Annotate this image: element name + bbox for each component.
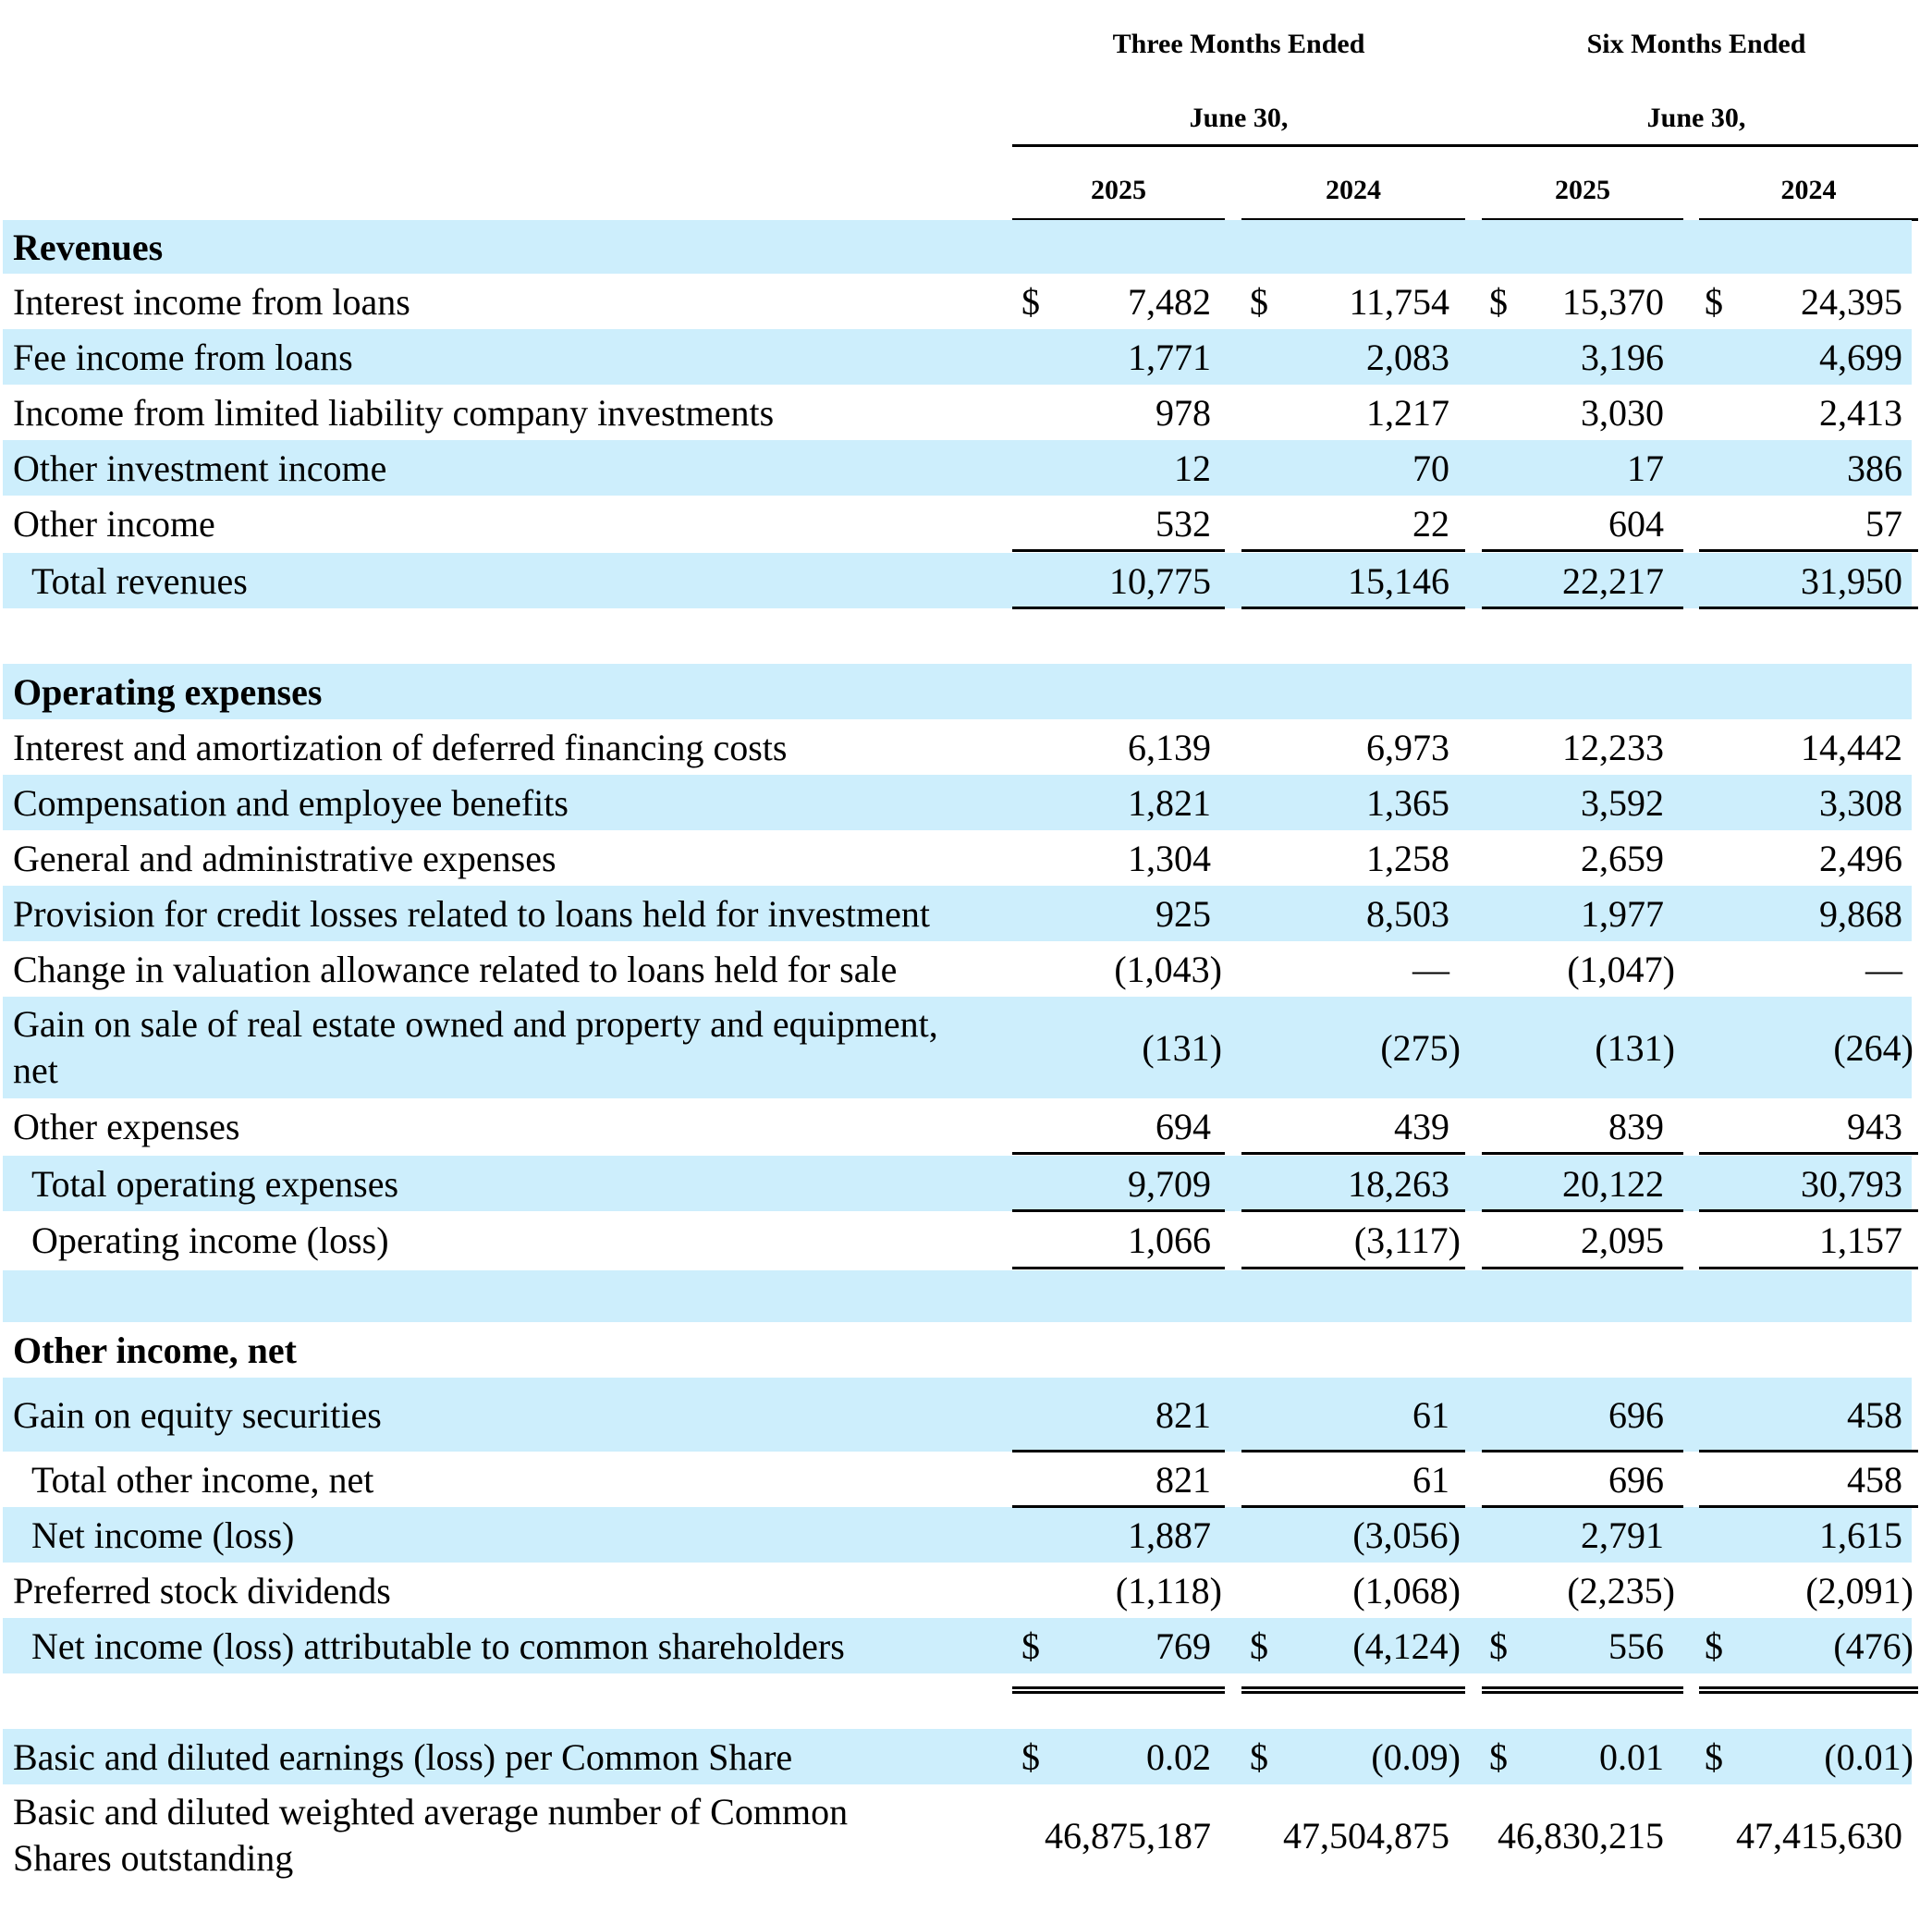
subtotal-underline xyxy=(1699,1209,1918,1212)
cell-value: 61 xyxy=(1412,1458,1449,1501)
section-title: Operating expenses xyxy=(13,670,323,713)
subtotal-underline xyxy=(1241,549,1465,552)
header-rule xyxy=(1012,144,1918,147)
cell-value: (0.01) xyxy=(1824,1735,1914,1778)
subtotal-underline xyxy=(1241,1505,1465,1508)
table-row xyxy=(3,1618,1912,1673)
cell-value: (264) xyxy=(1833,1026,1914,1069)
cell-value: 696 xyxy=(1608,1458,1664,1501)
table-row xyxy=(3,775,1912,830)
cell-value: 0.01 xyxy=(1599,1735,1664,1778)
row-label: Net income (loss) xyxy=(31,1514,295,1556)
period-group-six-months-line2: June 30, xyxy=(1646,103,1746,133)
row-label: Interest and amortization of deferred financing costs xyxy=(13,726,788,768)
cell-value: 7,482 xyxy=(1128,280,1211,323)
cell-value: 24,395 xyxy=(1801,280,1902,323)
table-row xyxy=(3,997,1912,1098)
table-row xyxy=(3,830,1912,886)
cell-value: 46,830,215 xyxy=(1498,1814,1664,1857)
year-column-1: 2025 xyxy=(1091,175,1146,205)
period-group-three-months-line2: June 30, xyxy=(1189,103,1289,133)
cell-value: (3,117) xyxy=(1353,1219,1461,1261)
subtotal-underline xyxy=(1482,1450,1683,1452)
cell-value: 3,592 xyxy=(1581,781,1664,824)
subtotal-underline xyxy=(1241,1450,1465,1452)
section-title: Revenues xyxy=(13,226,164,268)
row-label-text: Gain on sale of real estate owned and property and equipment, net xyxy=(13,1003,938,1091)
cell-value: 2,413 xyxy=(1819,391,1902,434)
cell-value: 11,754 xyxy=(1349,280,1449,323)
cell-value: 20,122 xyxy=(1562,1162,1664,1205)
cell-value: (0.09) xyxy=(1371,1735,1461,1778)
row-label: Net income (loss) attributable to common shareholders xyxy=(31,1624,845,1667)
subtotal-underline xyxy=(1012,549,1225,552)
table-row xyxy=(3,1729,1912,1784)
subtotal-underline xyxy=(1699,549,1918,552)
cell-value: 61 xyxy=(1412,1393,1449,1436)
row-label: Total other income, net xyxy=(31,1458,374,1501)
table-row xyxy=(3,1211,1912,1269)
table-row xyxy=(3,941,1912,997)
row-label: Other expenses xyxy=(13,1105,240,1147)
cell-value: 17 xyxy=(1627,447,1664,489)
row-label: Operating income (loss) xyxy=(31,1219,389,1261)
table-row xyxy=(3,1098,1912,1154)
cell-value: 6,139 xyxy=(1128,726,1211,768)
row-label: Gain on equity securities xyxy=(13,1393,382,1436)
row-label: Total operating expenses xyxy=(31,1162,399,1205)
cell-value: 22 xyxy=(1412,502,1449,545)
cell-value: 696 xyxy=(1608,1393,1664,1436)
section-title: Other income, net xyxy=(13,1329,297,1371)
cell-value: — xyxy=(1412,948,1449,990)
cell-value: 556 xyxy=(1608,1624,1664,1667)
subtotal-underline xyxy=(1699,1450,1918,1452)
cell-value: 46,875,187 xyxy=(1045,1814,1211,1857)
subtotal-underline xyxy=(1699,1267,1918,1269)
cell-value: 1,365 xyxy=(1366,781,1449,824)
table-row xyxy=(3,719,1912,775)
cell-value: 12,233 xyxy=(1562,726,1664,768)
cell-value: 386 xyxy=(1847,447,1902,489)
cell-value: 12 xyxy=(1174,447,1211,489)
cell-value: 15,146 xyxy=(1348,559,1449,602)
section-header-other-income-net xyxy=(3,1322,1912,1378)
row-label xyxy=(13,997,938,1098)
cell-value: 18,263 xyxy=(1348,1162,1449,1205)
table-row xyxy=(3,1507,1912,1563)
row-label: Change in valuation allowance related to loans held for sale xyxy=(13,948,898,990)
cell-value: 1,977 xyxy=(1581,892,1664,935)
subtotal-underline xyxy=(1699,1505,1918,1508)
row-label: Preferred stock dividends xyxy=(13,1569,391,1612)
row-label: Other investment income xyxy=(13,447,387,489)
subtotal-underline xyxy=(1012,1209,1225,1212)
period-group-three-months-line1: Three Months Ended xyxy=(1112,29,1365,59)
cell-value: 694 xyxy=(1156,1105,1211,1147)
table-row xyxy=(3,1378,1912,1452)
cell-value: 2,095 xyxy=(1581,1219,1664,1261)
currency-symbol: $ xyxy=(1021,1624,1040,1667)
subtotal-underline xyxy=(1241,1152,1465,1155)
cell-value: 1,066 xyxy=(1128,1219,1211,1261)
cell-value: 1,771 xyxy=(1128,336,1211,378)
cell-value: 439 xyxy=(1394,1105,1449,1147)
row-label xyxy=(13,1784,848,1886)
subtotal-underline xyxy=(1012,1152,1225,1155)
currency-symbol: $ xyxy=(1705,1624,1723,1667)
cell-value: (2,091) xyxy=(1805,1569,1914,1612)
year-column-4: 2024 xyxy=(1780,175,1837,205)
spacer-row xyxy=(3,1270,1912,1322)
cell-value: 47,415,630 xyxy=(1736,1814,1902,1857)
cell-value: 15,370 xyxy=(1562,280,1664,323)
cell-value: 2,496 xyxy=(1819,837,1902,879)
cell-value: 943 xyxy=(1847,1105,1902,1147)
cell-value: 821 xyxy=(1156,1393,1211,1436)
row-label: Basic and diluted earnings (loss) per Common Share xyxy=(13,1735,793,1778)
table-row xyxy=(3,440,1912,496)
subtotal-underline xyxy=(1241,1267,1465,1269)
total-double-underline xyxy=(1699,1686,1918,1694)
cell-value: 1,821 xyxy=(1128,781,1211,824)
subtotal-underline xyxy=(1012,1450,1225,1452)
cell-value: (476) xyxy=(1833,1624,1914,1667)
cell-value: 604 xyxy=(1608,502,1664,545)
cell-value: — xyxy=(1865,948,1902,990)
cell-value: 978 xyxy=(1156,391,1211,434)
cell-value: (1,047) xyxy=(1567,948,1675,990)
row-label: Other income xyxy=(13,502,215,545)
total-double-underline xyxy=(1012,1686,1225,1694)
subtotal-underline xyxy=(1012,1267,1225,1269)
subtotal-underline xyxy=(1241,1209,1465,1212)
cell-value: (131) xyxy=(1595,1026,1675,1069)
cell-value: (4,124) xyxy=(1352,1624,1461,1667)
subtotal-underline xyxy=(1482,1505,1683,1508)
row-label: Total revenues xyxy=(31,559,248,602)
row-label: Interest income from loans xyxy=(13,280,410,323)
cell-value: (131) xyxy=(1142,1026,1222,1069)
row-label: General and administrative expenses xyxy=(13,837,556,879)
cell-value: 1,258 xyxy=(1366,837,1449,879)
cell-value: 8,503 xyxy=(1366,892,1449,935)
cell-value: 821 xyxy=(1156,1458,1211,1501)
cell-value: 9,868 xyxy=(1819,892,1902,935)
table-row xyxy=(3,1452,1912,1507)
subtotal-underline xyxy=(1482,1209,1683,1212)
currency-symbol: $ xyxy=(1489,1735,1508,1778)
cell-value: 925 xyxy=(1156,892,1211,935)
currency-symbol: $ xyxy=(1021,1735,1040,1778)
cell-value: 2,791 xyxy=(1581,1514,1664,1556)
total-double-underline xyxy=(1482,1686,1683,1694)
currency-symbol: $ xyxy=(1705,1735,1723,1778)
table-row xyxy=(3,1784,1912,1886)
total-double-underline xyxy=(1241,1686,1465,1694)
cell-value: (2,235) xyxy=(1567,1569,1675,1612)
subtotal-underline xyxy=(1699,607,1918,609)
cell-value: 30,793 xyxy=(1801,1162,1902,1205)
year-column-3: 2025 xyxy=(1555,175,1610,205)
cell-value: 2,083 xyxy=(1366,336,1449,378)
cell-value: 1,615 xyxy=(1819,1514,1902,1556)
subtotal-underline xyxy=(1012,1505,1225,1508)
cell-value: 47,504,875 xyxy=(1283,1814,1449,1857)
subtotal-underline xyxy=(1699,1152,1918,1155)
cell-value: 4,699 xyxy=(1819,336,1902,378)
subtotal-underline xyxy=(1482,607,1683,609)
subtotal-underline xyxy=(1012,607,1225,609)
period-group-six-months-line1: Six Months Ended xyxy=(1586,29,1806,59)
section-header-operating-expenses xyxy=(3,664,1912,719)
cell-value: (1,118) xyxy=(1115,1569,1222,1612)
cell-value: 532 xyxy=(1156,502,1211,545)
cell-value: 1,304 xyxy=(1128,837,1211,879)
subtotal-underline xyxy=(1482,1152,1683,1155)
cell-value: 70 xyxy=(1412,447,1449,489)
currency-symbol: $ xyxy=(1250,1624,1268,1667)
table-row xyxy=(3,1563,1912,1618)
currency-symbol: $ xyxy=(1250,280,1268,323)
currency-symbol: $ xyxy=(1489,1624,1508,1667)
cell-value: 839 xyxy=(1608,1105,1664,1147)
cell-value: (275) xyxy=(1380,1026,1461,1069)
cell-value: 1,217 xyxy=(1366,391,1449,434)
row-label: Income from limited liability company investments xyxy=(13,391,775,434)
cell-value: 3,196 xyxy=(1581,336,1664,378)
cell-value: (1,068) xyxy=(1352,1569,1461,1612)
row-label: Fee income from loans xyxy=(13,336,353,378)
cell-value: 0.02 xyxy=(1146,1735,1211,1778)
currency-symbol: $ xyxy=(1489,280,1508,323)
row-label: Provision for credit losses related to loans held for investment xyxy=(13,892,931,935)
cell-value: 3,308 xyxy=(1819,781,1902,824)
subtotal-underline xyxy=(1241,607,1465,609)
section-header-revenues xyxy=(3,220,1912,274)
currency-symbol: $ xyxy=(1250,1735,1268,1778)
cell-value: 769 xyxy=(1156,1624,1211,1667)
cell-value: (1,043) xyxy=(1114,948,1222,990)
table-row xyxy=(3,274,1912,329)
cell-value: 9,709 xyxy=(1128,1162,1211,1205)
cell-value: 14,442 xyxy=(1801,726,1902,768)
currency-symbol: $ xyxy=(1021,280,1040,323)
cell-value: 1,887 xyxy=(1128,1514,1211,1556)
table-row xyxy=(3,1156,1912,1211)
table-row xyxy=(3,329,1912,385)
cell-value: 3,030 xyxy=(1581,391,1664,434)
cell-value: 6,973 xyxy=(1366,726,1449,768)
cell-value: 57 xyxy=(1865,502,1902,545)
cell-value: (3,056) xyxy=(1352,1514,1461,1556)
cell-value: 10,775 xyxy=(1109,559,1211,602)
row-label: Compensation and employee benefits xyxy=(13,781,569,824)
table-row xyxy=(3,886,1912,941)
cell-value: 458 xyxy=(1847,1458,1902,1501)
table-row xyxy=(3,385,1912,440)
year-column-2: 2024 xyxy=(1326,175,1381,205)
cell-value: 31,950 xyxy=(1801,559,1902,602)
cell-value: 458 xyxy=(1847,1393,1902,1436)
table-row xyxy=(3,553,1912,608)
cell-value: 2,659 xyxy=(1581,837,1664,879)
table-row xyxy=(3,496,1912,551)
subtotal-underline xyxy=(1482,549,1683,552)
cell-value: 22,217 xyxy=(1562,559,1664,602)
subtotal-underline xyxy=(1482,1267,1683,1269)
currency-symbol: $ xyxy=(1705,280,1723,323)
row-label-text: Basic and diluted weighted average number of Common Shares outstanding xyxy=(13,1791,849,1879)
cell-value: 1,157 xyxy=(1819,1219,1902,1261)
